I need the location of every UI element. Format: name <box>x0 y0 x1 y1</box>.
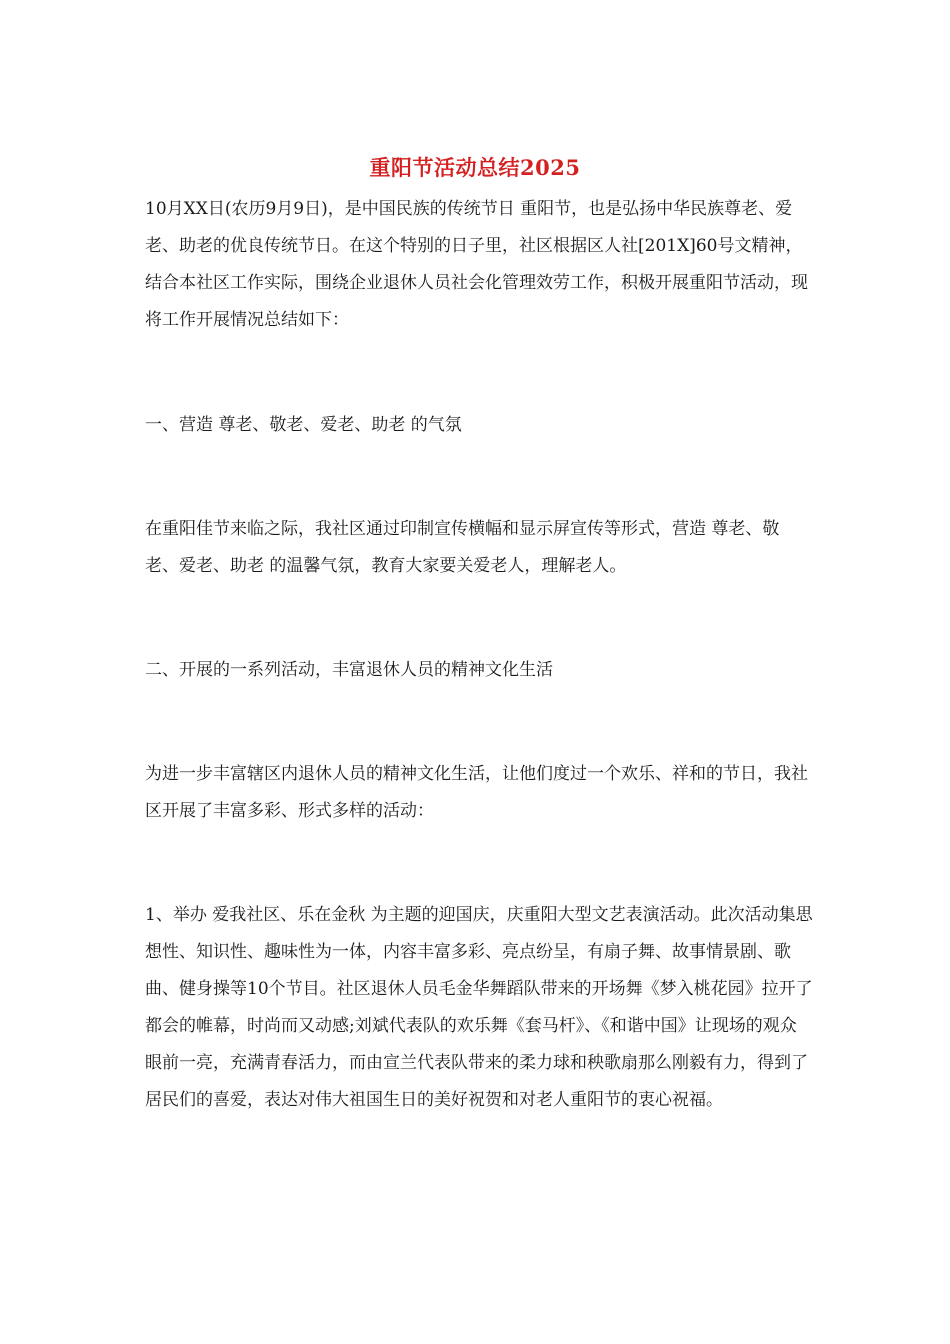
section-2-paragraph: 为进一步丰富辖区内退休人员的精神文化生活，让他们度过一个欢乐、祥和的节日，我社区开展了丰富多彩、形式多样的活动： <box>145 764 808 821</box>
activity-1-paragraph: 1、举办 爱我社区、乐在金秋 为主题的迎国庆，庆重阳大型文艺表演活动。此次活动集思想性、知识性、趣味性为一体，内容丰富多彩、亮点纷呈，有扇子舞、故事情景剧、歌曲、健身操等10个节目。社区退休人员毛金华舞蹈队带来的开场舞《梦入桃花园》拉开了都会的帷幕，时尚而又动感;刘斌代表队的欢乐舞《套马杆》、《和谐中国》让现场的观众眼前一亮，充满青春活力，而由宣兰代表队带来的柔力球和秧歌扇那么刚毅有力，得到了居民们的喜爱，表达对伟大祖国生日的美好祝贺和对老人重阳节的衷心祝福。 <box>145 905 813 1110</box>
intro-paragraph: 10月XX日(农历9月9日)，是中国民族的传统节日 重阳节，也是弘扬中华民族尊老、爱老、助老的优良传统节日。在这个特别的日子里，社区根据区人社[201X]60号文精神，结合本社区工作实际，围绕企业退休人员社会化管理效劳工作，积极开展重阳节活动，现将工作开展情况总结如下： <box>145 199 808 330</box>
section-1-paragraph: 在重阳佳节来临之际，我社区通过印制宣传横幅和显示屏宣传等形式，营造 尊老、敬老、爱老、助老 的温馨气氛，教育大家要关爱老人，理解老人。 <box>145 519 780 576</box>
document-title: 重阳节活动总结2025 <box>369 155 581 180</box>
section-heading-2: 二、开展的一系列活动，丰富退休人员的精神文化生活 <box>145 660 553 680</box>
section-heading-1: 一、营造 尊老、敬老、爱老、助老 的气氛 <box>145 415 462 435</box>
